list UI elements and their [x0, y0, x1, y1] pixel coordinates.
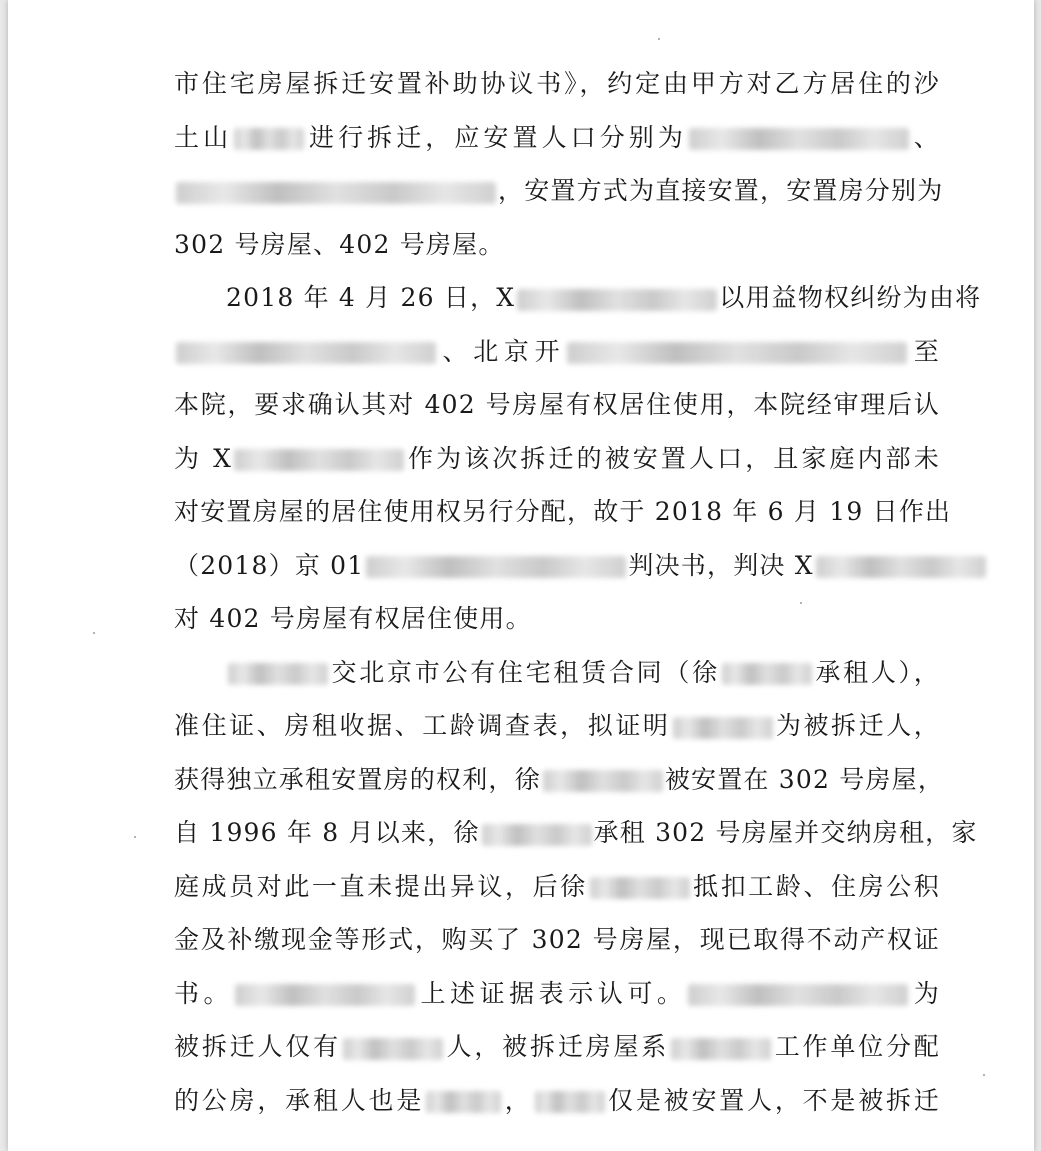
text-segment: 自 1996 年 8 月以来，徐 [174, 818, 480, 847]
text-line-2 [174, 116, 940, 170]
text-line-20 [174, 1079, 940, 1133]
redacted-text [176, 182, 496, 204]
text-segment: 进行拆迁，应安置人口分别为 [306, 122, 687, 152]
text-segment: （2018）京 01 [174, 550, 365, 580]
text-segment: 对 402 号房屋有权居住使用。 [174, 604, 532, 633]
text-segment: 以用益物权纠纷为由将 [719, 283, 982, 312]
redacted-text [517, 289, 717, 311]
text-segment: 获得独立承租安置房的权利，徐 [174, 764, 541, 794]
text-line-14 [174, 758, 945, 812]
text-segment: 302 号房屋、402 号房屋。 [174, 229, 505, 259]
text-line-4 [174, 223, 940, 277]
text-segment: 交北京市公有住宅租赁合同（徐 [330, 657, 720, 687]
text-line-9 [174, 490, 952, 544]
redacted-text [426, 1091, 501, 1113]
text-segment: 金及补缴现金等形式，购买了 302 号房屋，现已取得不动产权证 [174, 925, 940, 954]
text-segment: 为被拆迁人， [774, 711, 940, 740]
text-line-7 [174, 383, 940, 437]
text-line-6 [174, 330, 940, 384]
text-line-17 [174, 918, 940, 972]
text-segment: 庭成员对此一直未提出异议，后徐 [174, 871, 588, 901]
text-line-19 [174, 1025, 940, 1079]
redacted-text [543, 770, 663, 792]
text-segment: 判决书，判决 X [628, 550, 814, 580]
scan-speckle [93, 632, 95, 634]
redacted-text [671, 1038, 771, 1060]
text-segment: 本院，要求确认其对 402 号房屋有权居住使用，本院经审理后认 [174, 390, 940, 419]
text-segment: 抵扣工龄、住房公积 [691, 871, 940, 901]
text-line-18 [174, 972, 940, 1026]
text-segment: 对安置房屋的居住使用权另行分配，故于 2018 年 6 月 19 日作出 [174, 497, 952, 526]
text-line-1 [174, 62, 940, 116]
redacted-text [688, 984, 908, 1006]
text-line-11 [174, 597, 940, 651]
redacted-text [176, 342, 436, 364]
text-segment: 承租人）， [813, 657, 940, 687]
text-line-15 [174, 811, 978, 865]
text-segment: 为 [910, 978, 940, 1008]
text-segment: 、 [910, 122, 940, 152]
redacted-text [234, 128, 304, 150]
redacted-text [343, 1038, 443, 1060]
text-segment: 为 X [174, 443, 233, 473]
text-segment: 工作单位分配 [773, 1032, 941, 1061]
redacted-text [366, 556, 626, 578]
redacted-text [673, 717, 773, 739]
scan-speckle [658, 38, 660, 40]
text-segment: 作为该次拆迁的被安置人口，且家庭内部未 [406, 443, 940, 473]
text-segment: 至 [909, 336, 940, 366]
text-segment: 被拆迁人仅有 [174, 1032, 341, 1061]
text-segment: 市住宅房屋拆迁安置补助协议书》，约定由甲方对乙方居住的沙 [174, 69, 940, 98]
text-segment: 仅是被安置人，不是被拆迁 [606, 1085, 941, 1115]
redacted-text [234, 449, 404, 471]
text-line-5 [174, 276, 982, 330]
text-segment: 被安置在 302 号房屋， [664, 764, 945, 794]
text-line-3 [174, 169, 944, 223]
text-segment: ， [503, 1085, 533, 1115]
text-segment: 书。 [174, 978, 234, 1008]
scan-speckle [800, 602, 802, 604]
document-body [174, 62, 982, 1132]
redacted-text [235, 984, 415, 1006]
text-line-13 [174, 704, 940, 758]
text-segment: 的公房，承租人也是 [174, 1085, 425, 1115]
redacted-text [590, 877, 690, 899]
text-segment: 、北京开 [438, 336, 566, 366]
scan-speckle [983, 1074, 985, 1076]
scan-speckle [134, 836, 136, 838]
text-segment: 人，被拆迁房屋系 [444, 1032, 670, 1061]
redacted-text [689, 128, 909, 150]
redacted-text [228, 663, 328, 685]
redacted-text [535, 1091, 605, 1113]
redacted-text [816, 556, 986, 578]
text-segment: 上述证据表示认可。 [417, 978, 687, 1008]
text-segment: 承租 302 号房屋并交纳房租，家 [593, 818, 978, 847]
text-line-8 [174, 437, 940, 491]
text-line-10 [174, 544, 940, 598]
text-segment: 准住证、房租收据、工龄调查表，拟证明 [174, 711, 671, 740]
redacted-text [482, 824, 592, 846]
text-segment: 2018 年 4 月 26 日，X [226, 283, 516, 312]
document-page [8, 0, 1034, 1151]
redacted-text [567, 342, 907, 364]
redacted-text [722, 663, 812, 685]
text-line-16 [174, 865, 940, 919]
text-segment: 土山 [174, 122, 233, 152]
text-line-12 [174, 651, 940, 705]
text-segment: ，安置方式为直接安置，安置房分别为 [498, 176, 944, 205]
